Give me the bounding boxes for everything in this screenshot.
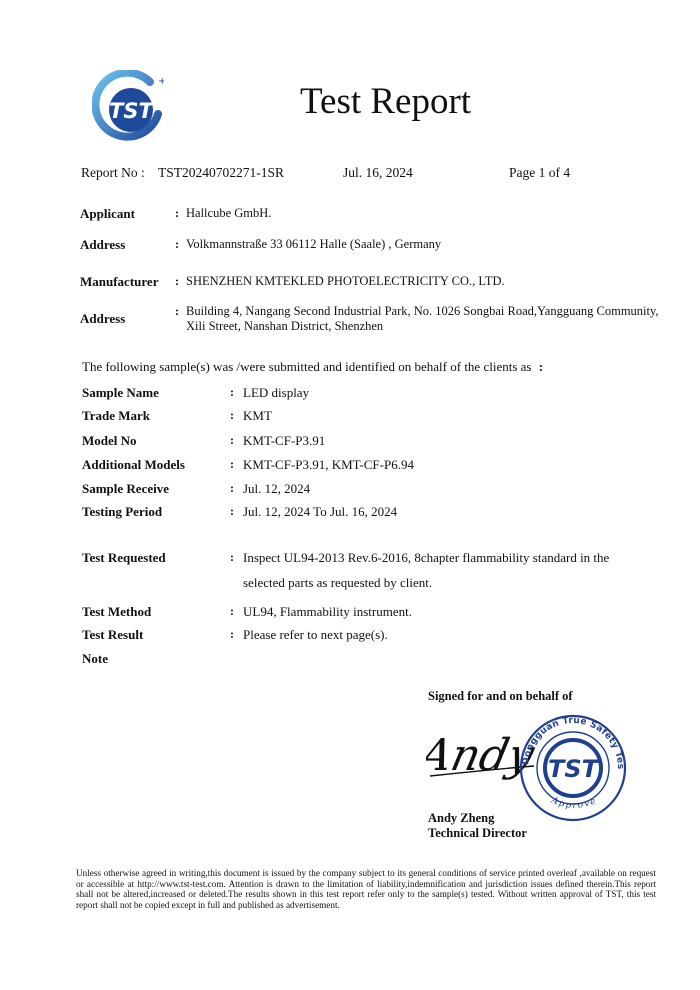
sample-name-value: LED display	[243, 385, 310, 400]
colon: :	[230, 433, 234, 447]
company-stamp	[514, 712, 632, 822]
colon: :	[175, 304, 179, 318]
svg-text:TST: TST	[547, 755, 599, 783]
model-label: Model No	[82, 433, 137, 448]
test-requested-label: Test Requested	[82, 550, 166, 565]
trade-mark-value: KMT	[243, 408, 272, 423]
test-requested-line2: selected parts as requested by client.	[243, 575, 433, 590]
manufacturer-value: SHENZHEN KMTEKLED PHOTOELECTRICITY CO., LTD.	[186, 274, 505, 288]
svg-text:TST: TST	[109, 99, 153, 123]
additional-models-label: Additional Models	[82, 457, 185, 472]
mfr-address-line2: Xili Street, Nanshan District, Shenzhen	[186, 319, 384, 333]
colon: :	[230, 504, 234, 518]
intro-text: The following sample(s) was /were submitted and identified on behalf of the clients as :	[82, 359, 544, 374]
report-date: Jul. 16, 2024	[343, 165, 413, 180]
applicant-value: Hallcube GmbH.	[186, 206, 272, 220]
test-method-value: UL94, Flammability instrument.	[243, 604, 412, 619]
colon: :	[230, 627, 234, 641]
mfr-address-label: Address	[80, 311, 126, 326]
signed-for-text: Signed for and on behalf of	[428, 689, 573, 703]
colon: :	[230, 408, 234, 422]
svg-text:Dongguan True Safety Testing C: Dongguan True Safety Tes	[520, 715, 626, 770]
address-label: Address	[80, 237, 126, 252]
colon: :	[230, 385, 234, 399]
svg-text:+: +	[158, 76, 164, 87]
colon: :	[230, 604, 234, 618]
test-method-label: Test Method	[82, 604, 152, 619]
additional-models-value: KMT-CF-P3.91, KMT-CF-P6.94	[243, 457, 414, 472]
page-title: Test Report	[300, 81, 472, 122]
model-value: KMT-CF-P3.91	[243, 433, 326, 448]
footer-disclaimer: Unless otherwise agreed in writing,this document is issued by the company subject to its general conditions of service printed overleaf ,available on request or accessible at http://www.tst-test.com. Attention is drawn to the limitation of liability,indemnification and jurisdiction issues defined therein.This report shall not be altered,increased or deleted.The results shown in this test report refer only to the sample(s) tested. Without written approval of TST, this test report shall not be copied except in full and published as advertisement.	[76, 868, 656, 910]
report-no: TST20240702271-1SR	[158, 165, 285, 180]
mfr-address-line1: Building 4, Nangang Second Industrial Park, No. 1026 Songbai Road,Yangguang Community,	[186, 304, 659, 318]
page-number: Page 1 of 4	[509, 165, 571, 180]
manufacturer-label: Manufacturer	[80, 274, 159, 289]
svg-text:Approve: Approve	[549, 795, 599, 812]
colon: :	[230, 457, 234, 471]
colon: :	[175, 206, 179, 220]
address-value: Volkmannstraße 33 06112 Halle (Saale) , Germany	[186, 237, 442, 251]
company-logo	[92, 70, 164, 142]
sample-receive-value: Jul. 12, 2024	[243, 481, 311, 496]
sample-name-label: Sample Name	[82, 385, 159, 400]
applicant-label: Applicant	[80, 206, 135, 221]
trade-mark-label: Trade Mark	[82, 408, 150, 423]
testing-period-value: Jul. 12, 2024 To Jul. 16, 2024	[243, 504, 398, 519]
colon: :	[230, 481, 234, 495]
test-result-value: Please refer to next page(s).	[243, 627, 388, 642]
test-result-label: Test Result	[82, 627, 144, 642]
report-no-label: Report No :	[81, 165, 145, 180]
signer-name: Andy Zheng	[428, 811, 495, 825]
sample-receive-label: Sample Receive	[82, 481, 170, 496]
testing-period-label: Testing Period	[82, 504, 163, 519]
note-label: Note	[82, 651, 108, 666]
test-requested-line1: Inspect UL94-2013 Rev.6-2016, 8chapter flammability standard in the	[243, 550, 610, 565]
colon: :	[230, 550, 234, 564]
colon: :	[175, 237, 179, 251]
colon: :	[175, 274, 179, 288]
signer-role: Technical Director	[428, 826, 527, 840]
svg-text:Andy: Andy	[426, 730, 536, 781]
